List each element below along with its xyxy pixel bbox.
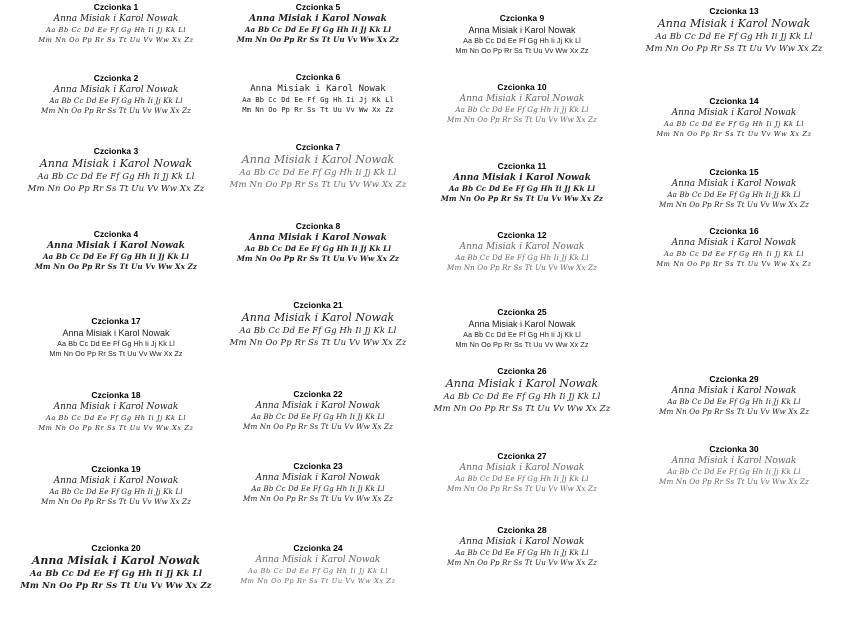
- font-sample-line-1: Aa Bb Cc Dd Ee Ff Gg Hh Ii Jj Kk Ll: [242, 95, 394, 104]
- font-sample-11: [416, 161, 628, 204]
- font-sample-line-1: Aa Bb Cc Dd Ee Ff Gg Hh Ii Jj Kk Ll: [29, 569, 203, 579]
- font-sample-name: Anna Misiak i Karol Nowak: [671, 108, 797, 118]
- font-sample-14: [628, 96, 840, 139]
- font-sample-line-2: Mm Nn Oo Pp Rr Ss Tt Uu Vv Ww Xx Zz: [242, 105, 394, 114]
- font-sample-title: Czcionka 10: [497, 82, 547, 92]
- font-sample-name: Anna Misiak i Karol Nowak: [459, 537, 585, 547]
- font-sample-line-1: Aa Bb Cc Dd Ee Ff Gg Hh Ii Jj Kk Ll: [667, 397, 801, 406]
- font-sample-title: Czcionka 27: [497, 451, 547, 461]
- font-sample-name: Anna Misiak i Karol Nowak: [53, 14, 179, 24]
- font-sample-line-2: Mm Nn Oo Pp Rr Ss Tt Uu Vv Ww Xx Zz: [447, 484, 597, 493]
- font-sample-3: [10, 146, 222, 195]
- font-sample-line-2: Mm Nn Oo Pp Rr Ss Tt Uu Vv Ww Xx Zz: [243, 422, 393, 431]
- font-sample-title: Czcionka 24: [293, 543, 343, 553]
- font-sample-26: [416, 366, 628, 415]
- font-sample-title: Czcionka 13: [709, 6, 759, 16]
- font-sample-6: [212, 72, 424, 115]
- font-sample-name: Anna Misiak i Karol Nowak: [255, 401, 381, 411]
- font-sample-line-2: Mm Nn Oo Pp Rr Ss Tt Uu Vv Ww Xx Zz: [645, 44, 823, 54]
- font-sample-28: [416, 525, 628, 568]
- font-sample-line-1: Aa Bb Cc Dd Ee Ff Gg Hh Ii Jj Kk Ll: [244, 244, 392, 253]
- font-sample-25: [416, 307, 628, 350]
- font-sample-name: Anna Misiak i Karol Nowak: [249, 14, 387, 24]
- font-sample-line-2: Mm Nn Oo Pp Rr Ss Tt Uu Vv Ww Xx Zz: [447, 115, 597, 124]
- font-sample-19: [10, 464, 222, 507]
- font-sample-line-2: Mm Nn Oo Pp Rr Ss Tt Uu Vv Ww Xx Zz: [236, 35, 400, 44]
- font-sample-12: [416, 230, 628, 273]
- font-sample-line-1: Aa Bb Cc Dd Ee Ff Gg Hh Ii Jj Kk Ll: [667, 190, 801, 199]
- font-sample-4: [10, 229, 222, 272]
- font-sample-line-1: Aa Bb Cc Dd Ee Ff Gg Hh Ii Jj Kk Ll: [667, 467, 801, 476]
- font-sample-name: Anna Misiak i Karol Nowak: [459, 463, 585, 473]
- font-sample-7: [212, 142, 424, 191]
- font-sample-line-1: Aa Bb Cc Dd Ee Ff Gg Hh Ii Jj Kk Ll: [455, 548, 589, 557]
- font-sample-line-2: Mm Nn Oo Pp Rr Ss Tt Uu Vv Ww Xx Zz: [20, 581, 212, 591]
- font-sample-line-1: Aa Bb Cc Dd Ee Ff Gg Hh Ii Jj Kk Ll: [45, 26, 187, 34]
- font-sample-line-1: Aa Bb Cc Dd Ee Ff Gg Hh Ii Jj Kk Ll: [463, 36, 581, 45]
- font-sample-line-2: Mm Nn Oo Pp Rr Ss Tt Uu Vv Ww Xx Zz: [229, 180, 407, 190]
- font-sample-10: [416, 82, 628, 125]
- font-sample-line-2: Mm Nn Oo Pp Rr Ss Tt Uu Vv Ww Xx Zz: [447, 263, 597, 272]
- font-sample-title: Czcionka 16: [709, 226, 759, 236]
- font-sample-name: Anna Misiak i Karol Nowak: [445, 377, 599, 390]
- font-sample-title: Czcionka 12: [497, 230, 547, 240]
- font-sample-line-2: Mm Nn Oo Pp Rr Ss Tt Uu Vv Ww Xx Zz: [49, 349, 183, 358]
- font-sample-line-2: Mm Nn Oo Pp Rr Ss Tt Uu Vv Ww Xx Zz: [447, 558, 597, 567]
- font-sample-title: Czcionka 4: [93, 229, 139, 239]
- font-sample-name: Anna Misiak i Karol Nowak: [53, 85, 179, 95]
- font-sample-name: Anna Misiak i Karol Nowak: [241, 311, 395, 324]
- font-sample-name: Anna Misiak i Karol Nowak: [255, 473, 381, 483]
- font-sample-line-2: Mm Nn Oo Pp Rr Ss Tt Uu Vv Ww Xx Zz: [38, 424, 194, 432]
- font-sample-line-1: Aa Bb Cc Dd Ee Ff Gg Hh Ii Jj Kk Ll: [57, 339, 175, 348]
- font-sample-9: [416, 13, 628, 56]
- font-sample-line-1: Aa Bb Cc Dd Ee Ff Gg Hh Ii Jj Kk Ll: [49, 487, 183, 496]
- font-sample-name: Anna Misiak i Karol Nowak: [453, 173, 591, 183]
- font-sample-name: Anna Misiak i Karol Nowak: [671, 179, 797, 189]
- font-sample-line-1: Aa Bb Cc Dd Ee Ff Gg Hh Ii Jj Kk Ll: [251, 484, 385, 493]
- font-sample-line-1: Aa Bb Cc Dd Ee Ff Gg Hh Ii Jj Kk Ll: [49, 96, 183, 105]
- font-sample-line-1: Aa Bb Cc Dd Ee Ff Gg Hh Ii Jj Kk Ll: [663, 120, 805, 128]
- font-sample-name: Anna Misiak i Karol Nowak: [249, 233, 387, 243]
- font-sample-line-2: Mm Nn Oo Pp Rr Ss Tt Uu Vv Ww Xx Zz: [41, 497, 191, 506]
- font-sample-title: Czcionka 1: [93, 2, 139, 12]
- font-sample-line-2: Mm Nn Oo Pp Rr Ss Tt Uu Vv Ww Xx Zz: [433, 404, 611, 414]
- font-sample-line-2: Mm Nn Oo Pp Rr Ss Tt Uu Vv Ww Xx Zz: [229, 338, 407, 348]
- font-sample-name: Anna Misiak i Karol Nowak: [62, 328, 170, 338]
- font-sample-line-1: Aa Bb Cc Dd Ee Ff Gg Hh Ii Jj Kk Ll: [45, 414, 187, 422]
- font-sample-name: Anna Misiak i Karol Nowak: [459, 94, 585, 104]
- font-sample-line-2: Mm Nn Oo Pp Rr Ss Tt Uu Vv Ww Xx Zz: [34, 262, 198, 271]
- font-sample-line-1: Aa Bb Cc Dd Ee Ff Gg Hh Ii Jj Kk Ll: [37, 172, 195, 182]
- font-sample-name: Anna Misiak i Karol Nowak: [671, 238, 797, 248]
- font-sample-15: [628, 167, 840, 210]
- font-sample-title: Czcionka 22: [293, 389, 343, 399]
- font-sample-29: [628, 374, 840, 417]
- font-sample-line-1: Aa Bb Cc Dd Ee Ff Gg Hh Ii Jj Kk Ll: [239, 168, 397, 178]
- font-sample-title: Czcionka 26: [497, 366, 547, 376]
- font-sample-title: Czcionka 23: [293, 461, 343, 471]
- font-sample-title: Czcionka 30: [709, 444, 759, 454]
- font-sample-13: [628, 6, 840, 55]
- font-sample-title: Czcionka 28: [497, 525, 547, 535]
- font-sample-name: Anna Misiak i Karol Nowak: [468, 25, 576, 35]
- font-sample-line-1: Aa Bb Cc Dd Ee Ff Gg Hh Ii Jj Kk Ll: [443, 392, 601, 402]
- font-sample-title: Czcionka 18: [91, 390, 141, 400]
- font-sample-name: Anna Misiak i Karol Nowak: [47, 241, 185, 251]
- font-sample-line-2: Mm Nn Oo Pp Rr Ss Tt Uu Vv Ww Xx Zz: [236, 254, 400, 263]
- font-sample-24: [212, 543, 424, 586]
- font-sample-line-2: Mm Nn Oo Pp Rr Ss Tt Uu Vv Ww Xx Zz: [659, 200, 809, 209]
- font-sample-title: Czcionka 19: [91, 464, 141, 474]
- font-sample-line-2: Mm Nn Oo Pp Rr Ss Tt Uu Vv Ww Xx Zz: [659, 477, 809, 486]
- font-sample-title: Czcionka 2: [93, 73, 139, 83]
- font-sample-title: Czcionka 7: [295, 142, 341, 152]
- font-sample-name: Anna Misiak i Karol Nowak: [671, 386, 797, 396]
- font-sample-name: Anna Misiak i Karol Nowak: [53, 402, 179, 412]
- font-sample-line-1: Aa Bb Cc Dd Ee Ff Gg Hh Ii Jj Kk Ll: [247, 567, 389, 575]
- font-sample-title: Czcionka 15: [709, 167, 759, 177]
- font-sample-line-2: Mm Nn Oo Pp Rr Ss Tt Uu Vv Ww Xx Zz: [440, 194, 604, 203]
- font-sample-line-2: Mm Nn Oo Pp Rr Ss Tt Uu Vv Ww Xx Zz: [656, 260, 812, 268]
- font-sample-27: [416, 451, 628, 494]
- font-sample-title: Czcionka 5: [295, 2, 341, 12]
- font-sample-name: Anna Misiak i Karol Nowak: [657, 17, 811, 30]
- font-sample-title: Czcionka 8: [295, 221, 341, 231]
- font-sample-name: Anna Misiak i Karol Nowak: [468, 319, 576, 329]
- font-sample-title: Czcionka 17: [91, 316, 141, 326]
- font-sample-title: Czcionka 29: [709, 374, 759, 384]
- font-sample-2: [10, 73, 222, 116]
- font-sample-title: Czcionka 20: [91, 543, 141, 553]
- font-sample-line-2: Mm Nn Oo Pp Rr Ss Tt Uu Vv Ww Xx Zz: [659, 407, 809, 416]
- font-sample-title: Czcionka 9: [499, 13, 545, 23]
- font-sample-name: Anna Misiak i Karol Nowak: [250, 84, 386, 94]
- font-sample-line-2: Mm Nn Oo Pp Rr Ss Tt Uu Vv Ww Xx Zz: [38, 36, 194, 44]
- font-sample-line-1: Aa Bb Cc Dd Ee Ff Gg Hh Ii Jj Kk Ll: [655, 32, 813, 42]
- font-sample-21: [212, 300, 424, 349]
- font-sample-23: [212, 461, 424, 504]
- font-sample-name: Anna Misiak i Karol Nowak: [53, 476, 179, 486]
- font-sample-line-1: Aa Bb Cc Dd Ee Ff Gg Hh Ii Jj Kk Ll: [251, 412, 385, 421]
- font-sample-line-2: Mm Nn Oo Pp Rr Ss Tt Uu Vv Ww Xx Zz: [656, 130, 812, 138]
- font-sample-30: [628, 444, 840, 487]
- font-sample-name: Anna Misiak i Karol Nowak: [31, 554, 201, 567]
- font-sample-title: Czcionka 25: [497, 307, 547, 317]
- font-sample-18: [10, 390, 222, 433]
- font-sample-name: Anna Misiak i Karol Nowak: [255, 555, 381, 565]
- font-sample-line-1: Aa Bb Cc Dd Ee Ff Gg Hh Ii Jj Kk Ll: [663, 250, 805, 258]
- font-sample-name: Anna Misiak i Karol Nowak: [671, 456, 797, 466]
- font-sample-20: [10, 543, 222, 592]
- font-sample-title: Czcionka 14: [709, 96, 759, 106]
- font-sample-line-2: Mm Nn Oo Pp Rr Ss Tt Uu Vv Ww Xx Zz: [240, 577, 396, 585]
- font-sample-1: [10, 2, 222, 45]
- font-sample-line-1: Aa Bb Cc Dd Ee Ff Gg Hh Ii Jj Kk Ll: [244, 25, 392, 34]
- font-sample-line-1: Aa Bb Cc Dd Ee Ff Gg Hh Ii Jj Kk Ll: [455, 474, 589, 483]
- font-sample-line-2: Mm Nn Oo Pp Rr Ss Tt Uu Vv Ww Xx Zz: [243, 494, 393, 503]
- font-sample-title: Czcionka 6: [295, 72, 341, 82]
- font-sample-line-2: Mm Nn Oo Pp Rr Ss Tt Uu Vv Ww Xx Zz: [41, 106, 191, 115]
- font-sample-line-1: Aa Bb Cc Dd Ee Ff Gg Hh Ii Jj Kk Ll: [463, 330, 581, 339]
- font-sample-16: [628, 226, 840, 269]
- font-sample-line-1: Aa Bb Cc Dd Ee Ff Gg Hh Ii Jj Kk Ll: [239, 326, 397, 336]
- font-sample-name: Anna Misiak i Karol Nowak: [241, 153, 395, 166]
- font-sample-line-2: Mm Nn Oo Pp Rr Ss Tt Uu Vv Ww Xx Zz: [27, 184, 205, 194]
- font-sample-5: [212, 2, 424, 45]
- font-sample-line-1: Aa Bb Cc Dd Ee Ff Gg Hh Ii Jj Kk Ll: [42, 252, 190, 261]
- font-sample-22: [212, 389, 424, 432]
- font-sample-title: Czcionka 21: [293, 300, 343, 310]
- font-sample-title: Czcionka 3: [93, 146, 139, 156]
- font-sample-title: Czcionka 11: [497, 161, 547, 171]
- font-sample-name: Anna Misiak i Karol Nowak: [39, 157, 193, 170]
- font-sample-line-2: Mm Nn Oo Pp Rr Ss Tt Uu Vv Ww Xx Zz: [455, 46, 589, 55]
- font-sample-name: Anna Misiak i Karol Nowak: [459, 242, 585, 252]
- font-sample-line-1: Aa Bb Cc Dd Ee Ff Gg Hh Ii Jj Kk Ll: [455, 253, 589, 262]
- font-sample-17: [10, 316, 222, 359]
- font-sample-line-2: Mm Nn Oo Pp Rr Ss Tt Uu Vv Ww Xx Zz: [455, 340, 589, 349]
- font-sample-line-1: Aa Bb Cc Dd Ee Ff Gg Hh Ii Jj Kk Ll: [455, 105, 589, 114]
- font-sample-line-1: Aa Bb Cc Dd Ee Ff Gg Hh Ii Jj Kk Ll: [448, 184, 596, 193]
- font-sample-8: [212, 221, 424, 264]
